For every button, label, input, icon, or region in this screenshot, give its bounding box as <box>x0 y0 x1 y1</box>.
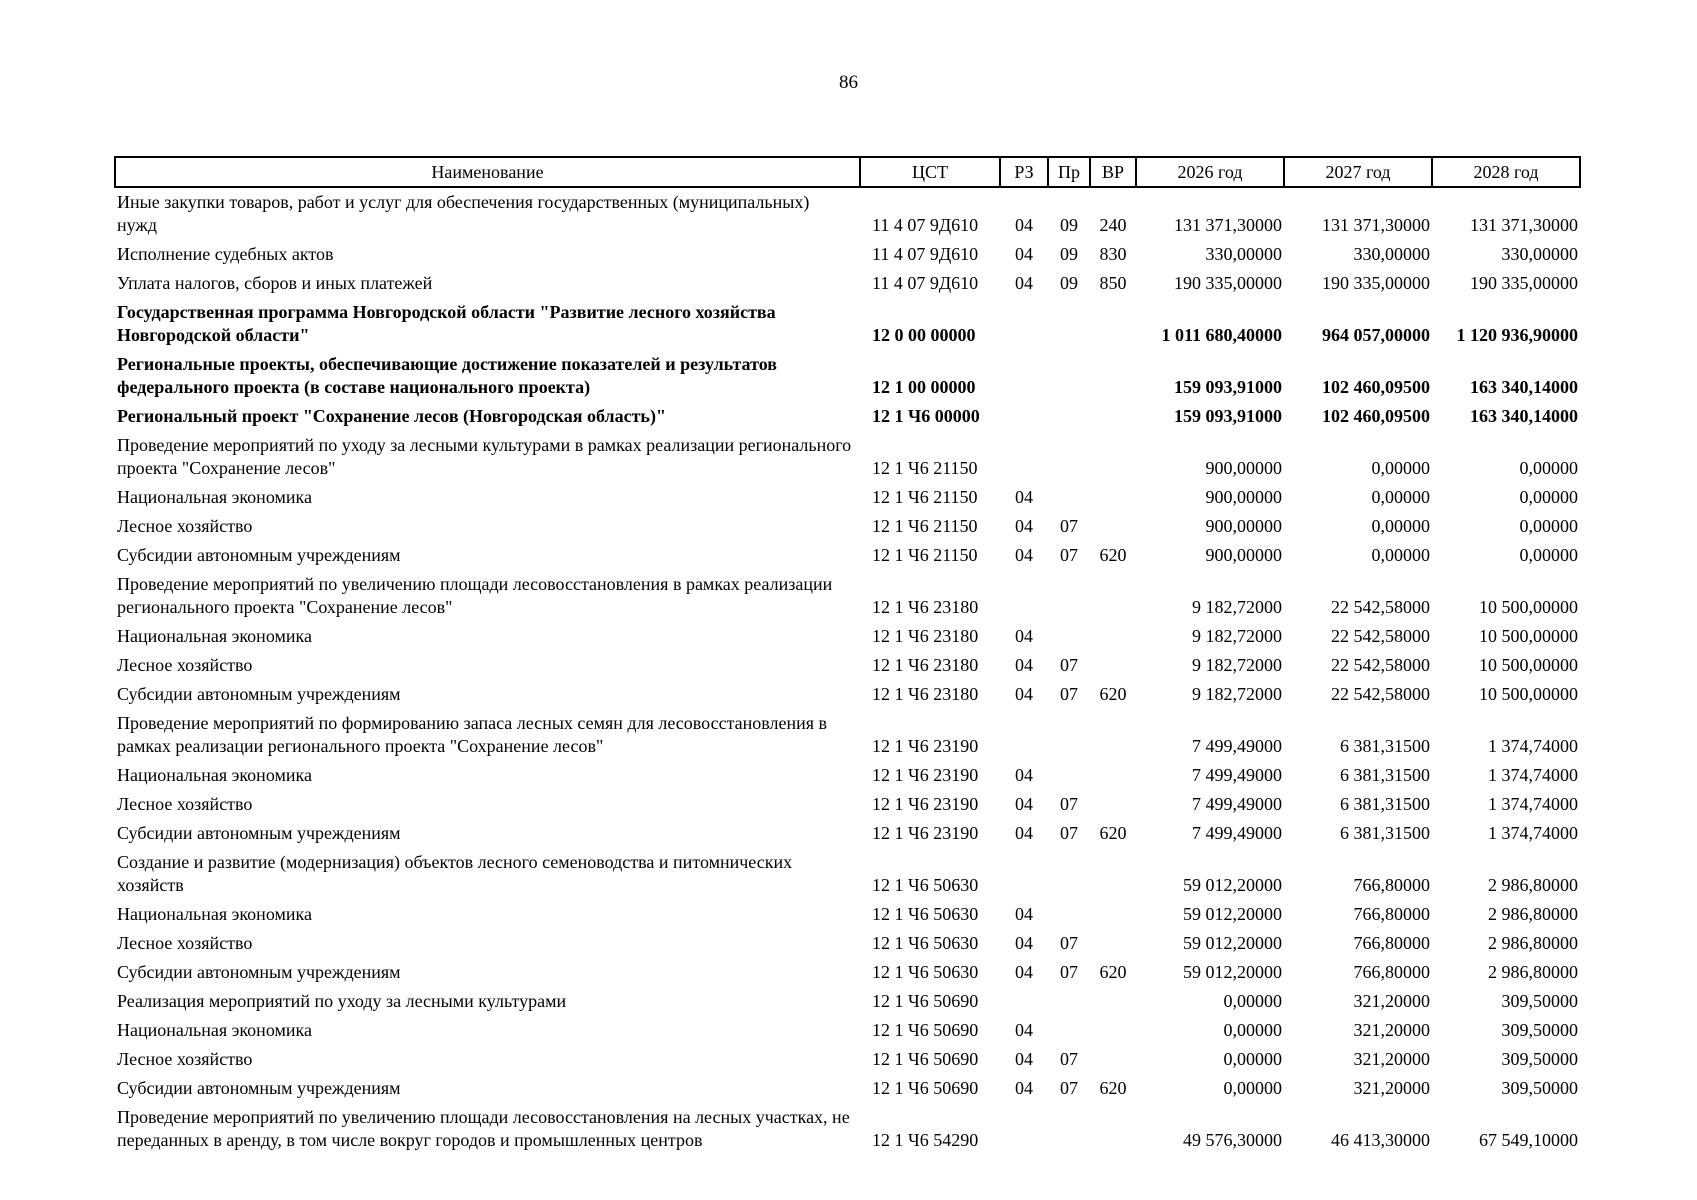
table-row <box>115 298 1580 350</box>
row-name: Национальная экономика <box>117 765 312 785</box>
row-amount-2026: 900,00000 <box>1205 458 1282 478</box>
row-amount-2028: 10 500,00000 <box>1479 684 1578 704</box>
row-amount-2027: 321,20000 <box>1353 1078 1430 1098</box>
row-vr <box>1090 483 1136 512</box>
row-amount-2028: 163 340,14000 <box>1470 377 1578 397</box>
row-pr: 07 <box>1060 962 1078 982</box>
table-row <box>115 350 1580 402</box>
row-vr: 830 <box>1099 244 1127 264</box>
row-amount-2028: 190 335,00000 <box>1470 273 1578 293</box>
row-amount-2027: 766,80000 <box>1353 875 1430 895</box>
row-amount-2028: 2 986,80000 <box>1488 904 1578 924</box>
row-rz <box>1000 402 1048 431</box>
row-vr: 620 <box>1099 684 1127 704</box>
row-cst: 12 1 Ч6 21150 <box>872 516 978 536</box>
row-vr <box>1090 570 1136 622</box>
row-name: Проведение мероприятий по увеличению площади лесовосстановления в рамках реализации регионального проекта "Сохранение лесов" <box>117 574 833 617</box>
row-vr <box>1090 622 1136 651</box>
row-amount-2028: 10 500,00000 <box>1479 597 1578 617</box>
table-row <box>115 709 1580 761</box>
header-2026: 2026 год <box>1136 157 1284 187</box>
table-row <box>115 1103 1580 1155</box>
table-row <box>115 187 1580 240</box>
row-cst: 12 1 Ч6 21150 <box>872 458 978 478</box>
row-cst: 12 1 Ч6 23180 <box>872 684 979 704</box>
row-amount-2026: 9 182,72000 <box>1192 684 1282 704</box>
row-amount-2026: 900,00000 <box>1205 487 1282 507</box>
row-pr: 09 <box>1060 215 1078 235</box>
row-amount-2028: 163 340,14000 <box>1470 406 1578 426</box>
row-name: Национальная экономика <box>117 487 312 507</box>
row-cst: 12 1 00 00000 <box>872 377 976 397</box>
row-rz: 04 <box>1015 655 1033 675</box>
row-rz: 04 <box>1015 823 1033 843</box>
row-amount-2028: 0,00000 <box>1519 516 1578 536</box>
row-amount-2026: 7 499,49000 <box>1192 823 1282 843</box>
row-cst: 12 1 Ч6 21150 <box>872 487 978 507</box>
row-vr <box>1090 1045 1136 1074</box>
row-amount-2026: 7 499,49000 <box>1192 736 1282 756</box>
row-amount-2026: 0,00000 <box>1223 1049 1282 1069</box>
row-rz <box>1000 987 1048 1016</box>
header-2027: 2027 год <box>1284 157 1432 187</box>
header-cst: ЦСТ <box>860 157 1000 187</box>
row-rz: 04 <box>1015 487 1033 507</box>
row-amount-2028: 330,00000 <box>1501 244 1578 264</box>
row-cst: 12 1 Ч6 50630 <box>872 962 979 982</box>
row-amount-2028: 131 371,30000 <box>1470 215 1578 235</box>
row-cst: 12 1 Ч6 23180 <box>872 655 979 675</box>
row-cst: 12 1 Ч6 23180 <box>872 626 979 646</box>
row-vr: 620 <box>1099 545 1127 565</box>
row-pr <box>1048 431 1090 483</box>
row-vr: 620 <box>1099 1078 1127 1098</box>
row-amount-2027: 0,00000 <box>1371 516 1430 536</box>
row-pr <box>1048 848 1090 900</box>
row-amount-2026: 159 093,91000 <box>1174 406 1282 426</box>
table-row <box>115 570 1580 622</box>
row-name: Региональные проекты, обеспечивающие достижение показателей и результатов федерального проекта (в составе национального проекта) <box>117 354 777 397</box>
table-row <box>115 541 1580 570</box>
table-header <box>115 157 1580 187</box>
row-cst: 12 1 Ч6 50630 <box>872 875 979 895</box>
row-amount-2027: 22 542,58000 <box>1331 597 1430 617</box>
row-amount-2028: 309,50000 <box>1501 1020 1578 1040</box>
row-amount-2028: 2 986,80000 <box>1488 962 1578 982</box>
row-pr <box>1048 483 1090 512</box>
table-body <box>115 187 1580 1155</box>
row-rz: 04 <box>1015 765 1033 785</box>
row-pr <box>1048 402 1090 431</box>
row-pr: 07 <box>1060 1049 1078 1069</box>
row-amount-2026: 59 012,20000 <box>1183 875 1282 895</box>
row-cst: 12 1 Ч6 50630 <box>872 933 979 953</box>
table-row <box>115 269 1580 298</box>
row-amount-2027: 0,00000 <box>1371 458 1430 478</box>
row-pr: 07 <box>1060 684 1078 704</box>
row-cst: 12 1 Ч6 54290 <box>872 1130 979 1150</box>
row-vr: 850 <box>1099 273 1127 293</box>
row-name: Иные закупки товаров, работ и услуг для обеспечения государственных (муниципальных) нужд <box>117 192 810 235</box>
row-amount-2027: 46 413,30000 <box>1331 1130 1430 1150</box>
table-row <box>115 929 1580 958</box>
row-pr <box>1048 709 1090 761</box>
row-vr: 620 <box>1099 962 1127 982</box>
row-cst: 11 4 07 9Д610 <box>872 244 979 264</box>
row-amount-2026: 9 182,72000 <box>1192 655 1282 675</box>
row-amount-2026: 330,00000 <box>1205 244 1282 264</box>
row-amount-2026: 9 182,72000 <box>1192 597 1282 617</box>
row-amount-2027: 321,20000 <box>1353 1049 1430 1069</box>
row-pr <box>1048 1103 1090 1155</box>
row-amount-2027: 766,80000 <box>1353 933 1430 953</box>
row-amount-2027: 131 371,30000 <box>1322 215 1430 235</box>
row-amount-2028: 1 374,74000 <box>1488 823 1578 843</box>
row-amount-2027: 102 460,09500 <box>1322 406 1430 426</box>
row-amount-2027: 0,00000 <box>1371 487 1430 507</box>
row-amount-2026: 0,00000 <box>1223 991 1282 1011</box>
row-amount-2028: 0,00000 <box>1519 458 1578 478</box>
row-rz: 04 <box>1015 273 1033 293</box>
row-amount-2026: 59 012,20000 <box>1183 962 1282 982</box>
row-name: Национальная экономика <box>117 904 312 924</box>
row-vr <box>1090 848 1136 900</box>
row-rz: 04 <box>1015 215 1033 235</box>
row-amount-2026: 159 093,91000 <box>1174 377 1282 397</box>
row-rz: 04 <box>1015 244 1033 264</box>
header-2028: 2028 год <box>1432 157 1580 187</box>
row-amount-2028: 2 986,80000 <box>1488 933 1578 953</box>
row-name: Субсидии автономным учреждениям <box>117 962 401 982</box>
row-pr <box>1048 987 1090 1016</box>
row-amount-2027: 6 381,31500 <box>1340 823 1430 843</box>
row-vr: 620 <box>1099 823 1127 843</box>
header-name: Наименование <box>115 157 860 187</box>
header-pr: Пр <box>1048 157 1090 187</box>
row-vr <box>1090 790 1136 819</box>
table-row <box>115 651 1580 680</box>
row-amount-2026: 900,00000 <box>1205 516 1282 536</box>
row-amount-2028: 309,50000 <box>1501 1049 1578 1069</box>
row-pr: 07 <box>1060 1078 1078 1098</box>
row-name: Исполнение судебных актов <box>117 244 334 264</box>
table-row <box>115 680 1580 709</box>
row-name: Реализация мероприятий по уходу за лесными культурами <box>117 991 567 1011</box>
row-cst: 12 1 Ч6 23190 <box>872 794 979 814</box>
table-row <box>115 1045 1580 1074</box>
row-cst: 12 1 Ч6 00000 <box>872 406 980 426</box>
table-row <box>115 987 1580 1016</box>
row-vr <box>1090 431 1136 483</box>
row-amount-2027: 22 542,58000 <box>1331 655 1430 675</box>
row-name: Региональный проект "Сохранение лесов (Новгородская область)" <box>117 406 666 426</box>
row-name: Лесное хозяйство <box>117 1049 253 1069</box>
row-pr: 07 <box>1060 933 1078 953</box>
row-amount-2026: 59 012,20000 <box>1183 904 1282 924</box>
row-amount-2026: 7 499,49000 <box>1192 765 1282 785</box>
row-rz <box>1000 350 1048 402</box>
table-row <box>115 900 1580 929</box>
row-amount-2028: 309,50000 <box>1501 991 1578 1011</box>
row-name: Проведение мероприятий по уходу за лесными культурами в рамках реализации регионального проекта "Сохранение лесов" <box>117 435 852 478</box>
row-amount-2027: 766,80000 <box>1353 904 1430 924</box>
row-vr <box>1090 651 1136 680</box>
row-amount-2027: 22 542,58000 <box>1331 684 1430 704</box>
row-rz: 04 <box>1015 545 1033 565</box>
row-rz: 04 <box>1015 933 1033 953</box>
row-rz <box>1000 298 1048 350</box>
row-cst: 12 1 Ч6 23190 <box>872 765 979 785</box>
row-amount-2027: 190 335,00000 <box>1322 273 1430 293</box>
row-amount-2027: 766,80000 <box>1353 962 1430 982</box>
row-pr <box>1048 298 1090 350</box>
budget-table <box>114 156 1581 1155</box>
row-pr <box>1048 622 1090 651</box>
row-name: Национальная экономика <box>117 1020 312 1040</box>
table-row <box>115 402 1580 431</box>
row-vr <box>1090 929 1136 958</box>
row-vr <box>1090 298 1136 350</box>
row-amount-2028: 67 549,10000 <box>1479 1130 1578 1150</box>
page-number: 86 <box>839 72 858 93</box>
row-rz: 04 <box>1015 962 1033 982</box>
row-amount-2026: 9 182,72000 <box>1192 626 1282 646</box>
table-row <box>115 790 1580 819</box>
row-name: Государственная программа Новгородской области "Развитие лесного хозяйства Новгородской области" <box>117 302 776 345</box>
row-pr: 07 <box>1060 794 1078 814</box>
table-row <box>115 622 1580 651</box>
row-rz: 04 <box>1015 684 1033 704</box>
row-name: Субсидии автономным учреждениям <box>117 823 401 843</box>
row-name: Проведение мероприятий по увеличению площади лесовосстановления на лесных участках, не переданных в аренду, в том числе вокруг городов и промышленных центров <box>117 1107 850 1150</box>
row-amount-2028: 1 120 936,90000 <box>1456 325 1578 345</box>
row-pr <box>1048 570 1090 622</box>
row-amount-2027: 6 381,31500 <box>1340 765 1430 785</box>
row-name: Субсидии автономным учреждениям <box>117 1078 401 1098</box>
row-name: Лесное хозяйство <box>117 933 253 953</box>
row-amount-2026: 131 371,30000 <box>1174 215 1282 235</box>
row-rz: 04 <box>1015 516 1033 536</box>
row-amount-2027: 22 542,58000 <box>1331 626 1430 646</box>
row-name: Субсидии автономным учреждениям <box>117 684 401 704</box>
row-vr <box>1090 1016 1136 1045</box>
row-amount-2026: 59 012,20000 <box>1183 933 1282 953</box>
row-amount-2027: 964 057,00000 <box>1322 325 1430 345</box>
row-rz: 04 <box>1015 1049 1033 1069</box>
row-amount-2027: 0,00000 <box>1371 545 1430 565</box>
row-vr <box>1090 512 1136 541</box>
row-cst: 12 1 Ч6 23190 <box>872 736 979 756</box>
row-amount-2027: 6 381,31500 <box>1340 794 1430 814</box>
row-cst: 12 1 Ч6 23180 <box>872 597 979 617</box>
row-pr: 09 <box>1060 273 1078 293</box>
row-amount-2027: 321,20000 <box>1353 991 1430 1011</box>
row-name: Национальная экономика <box>117 626 312 646</box>
row-amount-2026: 0,00000 <box>1223 1078 1282 1098</box>
row-amount-2026: 900,00000 <box>1205 545 1282 565</box>
row-amount-2028: 10 500,00000 <box>1479 626 1578 646</box>
table-row <box>115 1074 1580 1103</box>
header-rz: РЗ <box>1000 157 1048 187</box>
row-cst: 12 1 Ч6 21150 <box>872 545 978 565</box>
table-row <box>115 848 1580 900</box>
header-vr: ВР <box>1090 157 1136 187</box>
row-amount-2027: 6 381,31500 <box>1340 736 1430 756</box>
row-vr <box>1090 900 1136 929</box>
row-amount-2026: 49 576,30000 <box>1183 1130 1282 1150</box>
row-amount-2027: 321,20000 <box>1353 1020 1430 1040</box>
row-vr: 240 <box>1099 215 1127 235</box>
row-rz: 04 <box>1015 626 1033 646</box>
row-name: Лесное хозяйство <box>117 794 253 814</box>
row-pr <box>1048 761 1090 790</box>
row-pr: 07 <box>1060 823 1078 843</box>
row-rz: 04 <box>1015 794 1033 814</box>
row-amount-2028: 0,00000 <box>1519 545 1578 565</box>
row-pr: 09 <box>1060 244 1078 264</box>
row-name: Уплата налогов, сборов и иных платежей <box>117 273 433 293</box>
row-amount-2028: 1 374,74000 <box>1488 765 1578 785</box>
row-rz <box>1000 431 1048 483</box>
row-vr <box>1090 1103 1136 1155</box>
table-row <box>115 512 1580 541</box>
row-amount-2028: 1 374,74000 <box>1488 736 1578 756</box>
row-name: Создание и развитие (модернизация) объектов лесного семеноводства и питомнических хозяйств <box>117 852 793 895</box>
row-cst: 12 1 Ч6 50690 <box>872 991 979 1011</box>
row-cst: 11 4 07 9Д610 <box>872 273 979 293</box>
row-rz: 04 <box>1015 1078 1033 1098</box>
row-pr: 07 <box>1060 545 1078 565</box>
row-amount-2026: 7 499,49000 <box>1192 794 1282 814</box>
table-row <box>115 1016 1580 1045</box>
row-amount-2026: 0,00000 <box>1223 1020 1282 1040</box>
table-row <box>115 483 1580 512</box>
row-amount-2026: 190 335,00000 <box>1174 273 1282 293</box>
row-name: Лесное хозяйство <box>117 516 253 536</box>
row-rz: 04 <box>1015 1020 1033 1040</box>
row-vr <box>1090 709 1136 761</box>
row-amount-2028: 0,00000 <box>1519 487 1578 507</box>
row-name: Субсидии автономным учреждениям <box>117 545 401 565</box>
row-vr <box>1090 987 1136 1016</box>
row-name: Проведение мероприятий по формированию запаса лесных семян для лесовосстановления в рамках реализации регионального проекта "Сохранение лесов" <box>117 713 828 756</box>
row-cst: 12 1 Ч6 50690 <box>872 1020 979 1040</box>
row-rz: 04 <box>1015 904 1033 924</box>
table-row <box>115 431 1580 483</box>
row-cst: 12 1 Ч6 50630 <box>872 904 979 924</box>
row-amount-2027: 330,00000 <box>1353 244 1430 264</box>
row-cst: 12 0 00 00000 <box>872 325 976 345</box>
row-amount-2027: 102 460,09500 <box>1322 377 1430 397</box>
row-pr <box>1048 350 1090 402</box>
table-row <box>115 958 1580 987</box>
row-rz <box>1000 848 1048 900</box>
row-vr <box>1090 402 1136 431</box>
row-cst: 11 4 07 9Д610 <box>872 215 979 235</box>
row-amount-2028: 309,50000 <box>1501 1078 1578 1098</box>
row-rz <box>1000 1103 1048 1155</box>
row-pr <box>1048 1016 1090 1045</box>
row-pr: 07 <box>1060 516 1078 536</box>
row-pr: 07 <box>1060 655 1078 675</box>
row-rz <box>1000 709 1048 761</box>
row-name: Лесное хозяйство <box>117 655 253 675</box>
row-vr <box>1090 761 1136 790</box>
row-amount-2028: 10 500,00000 <box>1479 655 1578 675</box>
row-cst: 12 1 Ч6 23190 <box>872 823 979 843</box>
table-row <box>115 240 1580 269</box>
row-pr <box>1048 900 1090 929</box>
row-amount-2028: 1 374,74000 <box>1488 794 1578 814</box>
table-row <box>115 761 1580 790</box>
row-amount-2028: 2 986,80000 <box>1488 875 1578 895</box>
row-cst: 12 1 Ч6 50690 <box>872 1049 979 1069</box>
row-cst: 12 1 Ч6 50690 <box>872 1078 979 1098</box>
table-row <box>115 819 1580 848</box>
row-amount-2026: 1 011 680,40000 <box>1161 325 1282 345</box>
row-vr <box>1090 350 1136 402</box>
row-rz <box>1000 570 1048 622</box>
